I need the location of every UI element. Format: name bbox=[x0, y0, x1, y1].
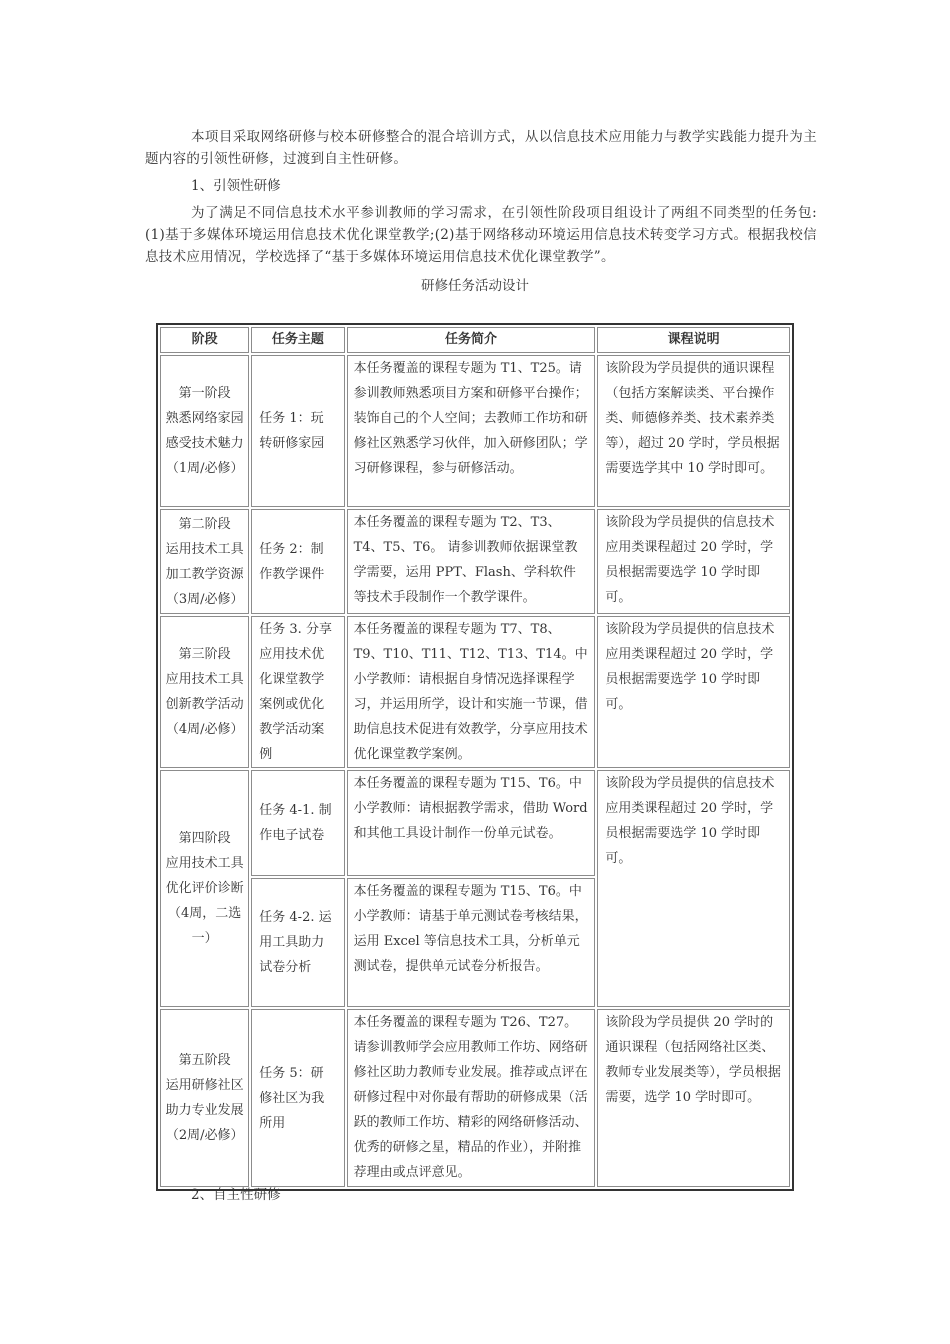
section-heading-guided-training: 1、引领性研修 bbox=[191, 178, 281, 194]
section-heading-self-directed-training: 2、自主性研修 bbox=[191, 1187, 281, 1203]
table-row bbox=[160, 616, 790, 768]
task-topic-cell: 任务 2：制作教学课件 bbox=[251, 509, 344, 614]
header-task-topic: 任务主题 bbox=[251, 327, 344, 353]
task-description-cell: 本任务覆盖的课程专题为 T15、T6。中小学教师：请基于单元测试卷考核结果，运用 Excel 等信息技术工具，分析单元测试卷，提供单元试卷分析报告。 bbox=[347, 878, 596, 1007]
stage-cell bbox=[160, 1009, 249, 1187]
stage-duration: （2周/必修） bbox=[165, 1128, 244, 1143]
stage-line: 创新教学活动 bbox=[165, 697, 244, 712]
stage-duration: （4周/必修） bbox=[165, 722, 244, 737]
task-description-cell: 本任务覆盖的课程专题为 T1、T25。请参训教师熟悉项目方案和研修平台操作；装饰自己的个人空间；去教师工作坊和研修社区熟悉学习伙伴，加入研修团队；学习研修课程，参与研修活动。 bbox=[347, 355, 596, 507]
stage-cell bbox=[160, 509, 249, 614]
stage-line: 应用技术工具 bbox=[165, 672, 244, 687]
stage-duration: （4周，二选一） bbox=[168, 906, 242, 946]
course-note-cell: 该阶段为学员提供 20 学时的通识课程（包括网络社区类、教师专业发展类等），学员根据需要，选学 10 学时即可。 bbox=[597, 1009, 790, 1187]
task-description-cell: 本任务覆盖的课程专题为 T15、T6。中小学教师：请根据教学需求，借助 Word 和其他工具设计制作一份单元试卷。 bbox=[347, 770, 596, 876]
stage-cell bbox=[160, 770, 249, 1007]
stage-name: 第五阶段 bbox=[178, 1053, 231, 1068]
stage-duration: （3周/必修） bbox=[165, 591, 244, 607]
stage-line: 应用技术工具 bbox=[165, 856, 244, 871]
stage-cell bbox=[160, 616, 249, 768]
stage-line: 感受技术魅力 bbox=[165, 436, 244, 451]
table-row bbox=[160, 770, 790, 876]
header-stage: 阶段 bbox=[160, 327, 249, 353]
course-note-cell: 该阶段为学员提供的信息技术应用类课程超过 20 学时，学员根据需要选学 10 学时即可。 bbox=[597, 616, 790, 768]
course-note-cell: 该阶段为学员提供的信息技术应用类课程超过 20 学时，学员根据需要选学 10 学时即可。 bbox=[597, 509, 790, 614]
stage-name: 第一阶段 bbox=[178, 386, 231, 401]
table-row bbox=[160, 1009, 790, 1187]
stage-line: 运用研修社区 bbox=[165, 1078, 244, 1093]
stage-name: 第三阶段 bbox=[178, 647, 231, 662]
table-header-row bbox=[160, 327, 790, 353]
stage-name: 第二阶段 bbox=[178, 516, 231, 532]
task-topic-cell: 任务 4-2. 运用工具助力试卷分析 bbox=[251, 878, 344, 1007]
table-row bbox=[160, 509, 790, 614]
task-topic-cell: 任务 5：研修社区为我所用 bbox=[251, 1009, 344, 1187]
stage-line: 熟悉网络家园 bbox=[165, 411, 244, 426]
intro-paragraph: 本项目采取网络研修与校本研修整合的混合培训方式，从以信息技术应用能力与教学实践能力提升为主题内容的引领性研修，过渡到自主性研修。 bbox=[145, 129, 817, 167]
header-task-description: 任务简介 bbox=[347, 327, 596, 353]
course-note-cell: 该阶段为学员提供的信息技术应用类课程超过 20 学时，学员根据需要选学 10 学时即可。 bbox=[597, 770, 790, 1007]
task-activity-table bbox=[156, 323, 794, 1191]
task-topic-cell: 任务 3. 分享应用技术优化课堂教学案例或优化教学活动案例 bbox=[251, 616, 344, 768]
header-course-notes: 课程说明 bbox=[597, 327, 790, 353]
stage-line: 优化评价诊断 bbox=[165, 881, 244, 896]
guided-training-paragraph: 为了满足不同信息技术水平参训教师的学习需求，在引领性阶段项目组设计了两组不同类型的任务包:(1)基于多媒体环境运用信息技术优化课堂教学;(2)基于网络移动环境运用信息技术转变学习方式。根据我校信息技术应用情况，学校选择了“基于多媒体环境运用信息技术优化课堂教学”。 bbox=[145, 205, 817, 265]
task-description-cell: 本任务覆盖的课程专题为 T7、T8、T9、T10、T11、T12、T13、T14。中小学教师：请根据自身情况选择课程学习，并运用所学，设计和实施一节课，借助信息技术促进有效教学，分享应用技术优化课堂教学案例。 bbox=[347, 616, 596, 768]
task-topic-cell: 任务 1：玩转研修家园 bbox=[251, 355, 344, 507]
stage-duration: （1周/必修） bbox=[165, 461, 244, 476]
table-caption: 研修任务活动设计 bbox=[421, 278, 529, 294]
stage-cell bbox=[160, 355, 249, 507]
task-description-cell: 本任务覆盖的课程专题为 T26、T27。请参训教师学会应用教师工作坊、网络研修社区助力教师专业发展。推荐或点评在研修过程中对你最有帮助的研修成果（活跃的教师工作坊、精彩的网络研修活动、优秀的研修之星，精品的作业），并附推荐理由或点评意见。 bbox=[347, 1009, 596, 1187]
task-topic-cell: 任务 4-1. 制作电子试卷 bbox=[251, 770, 344, 876]
stage-line: 加工教学资源 bbox=[165, 566, 244, 582]
task-description-cell: 本任务覆盖的课程专题为 T2、T3、T4、T5、T6。 请参训教师依据课堂教学需要，运用 PPT、Flash、学科软件等技术手段制作一个教学课件。 bbox=[347, 509, 596, 614]
course-note-cell: 该阶段为学员提供的通识课程（包括方案解读类、平台操作类、师德修养类、技术素养类等），超过 20 学时，学员根据需要选学其中 10 学时即可。 bbox=[597, 355, 790, 507]
stage-line: 运用技术工具 bbox=[165, 541, 244, 557]
stage-name: 第四阶段 bbox=[178, 831, 231, 846]
table-row bbox=[160, 355, 790, 507]
stage-line: 助力专业发展 bbox=[165, 1103, 244, 1118]
